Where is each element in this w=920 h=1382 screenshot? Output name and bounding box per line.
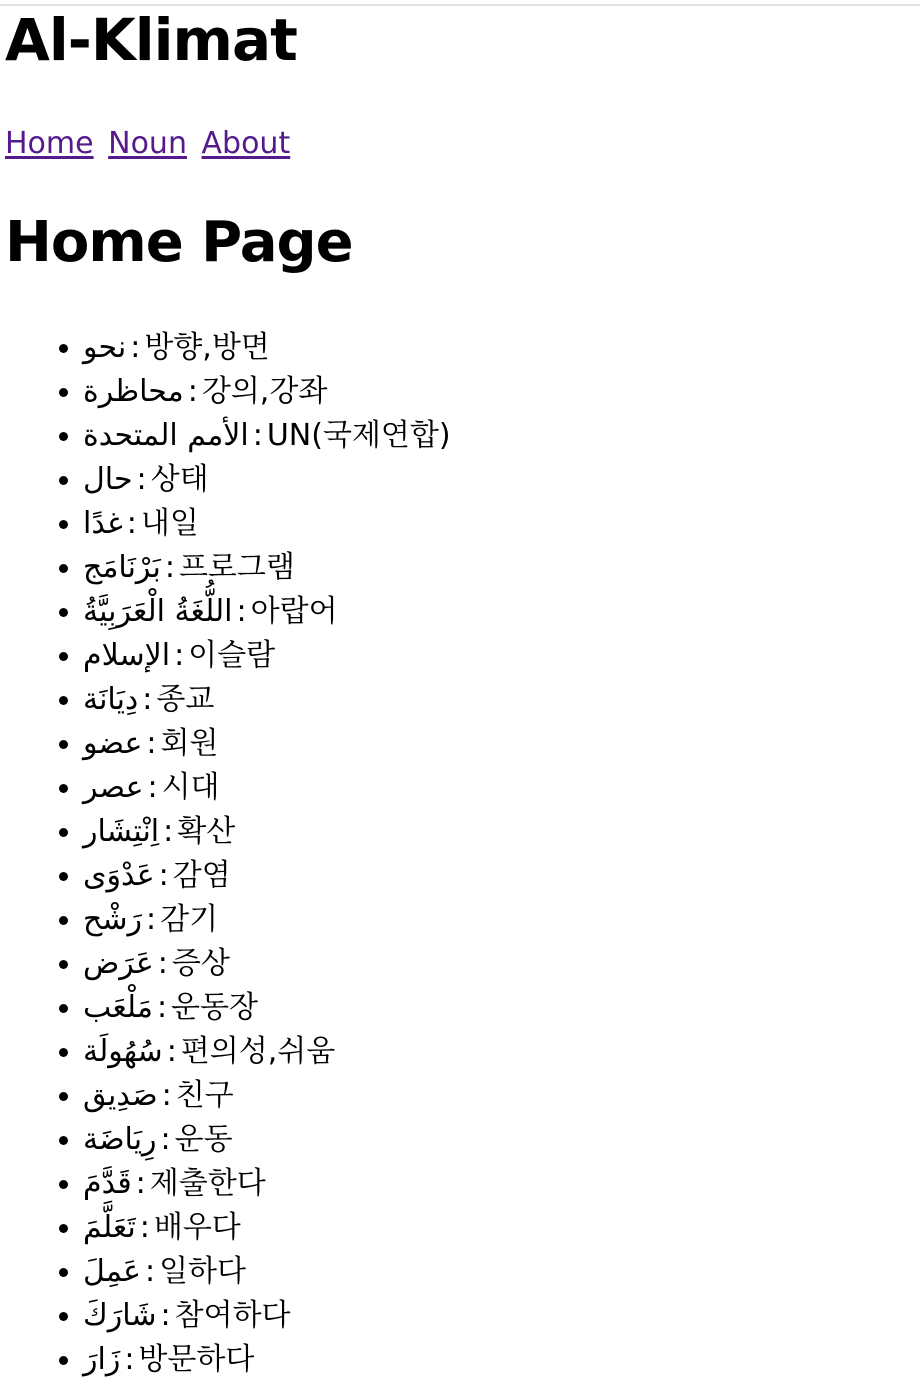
separator: : [252, 418, 263, 453]
korean-meaning: 운동장 [171, 990, 258, 1025]
separator: : [157, 946, 168, 981]
separator: : [130, 330, 141, 365]
arabic-word: عَمِلَ [83, 1254, 141, 1289]
vocab-item [83, 414, 451, 458]
korean-meaning: 방향,방면 [144, 330, 270, 365]
vocab-item [83, 1250, 451, 1294]
vocab-item [83, 1162, 451, 1206]
korean-meaning: 감기 [160, 902, 219, 937]
arabic-word: قَدَّمَ [83, 1166, 132, 1201]
separator: : [135, 1166, 146, 1201]
arabic-word: تَعَلَّمَ [83, 1210, 136, 1245]
vocab-item [83, 722, 451, 766]
vocab-item [83, 810, 451, 854]
arabic-word: نحو [83, 330, 127, 365]
arabic-word: الأمم المتحدة [83, 418, 249, 453]
korean-meaning: 확산 [177, 814, 236, 849]
nav-link-about[interactable]: About [201, 126, 291, 161]
korean-meaning: 일하다 [159, 1254, 247, 1289]
korean-meaning: 방문하다 [138, 1342, 255, 1377]
separator: : [156, 990, 168, 1025]
arabic-word: عَدْوَى [83, 858, 155, 893]
separator: : [139, 1210, 150, 1245]
korean-meaning: 운동 [174, 1122, 233, 1157]
korean-meaning: 이슬람 [188, 638, 276, 673]
vocab-item [83, 854, 451, 898]
korean-meaning: 종교 [156, 682, 215, 717]
arabic-word: دِيَانَة [83, 682, 139, 717]
vocab-item [83, 1338, 451, 1382]
korean-meaning: UN(국제연합) [266, 418, 451, 453]
korean-meaning: 제출한다 [149, 1166, 266, 1201]
korean-meaning: 편의성,쉬움 [180, 1034, 336, 1069]
arabic-word: اِنْتِشَار [83, 814, 160, 849]
separator: : [164, 550, 175, 585]
separator: : [142, 682, 153, 717]
korean-meaning: 프로그램 [178, 550, 295, 585]
nav-link-noun[interactable]: Noun [108, 126, 187, 161]
separator: : [136, 462, 147, 497]
vocab-item [83, 458, 451, 502]
korean-meaning: 상태 [150, 462, 209, 497]
page-heading: Home Page [5, 210, 353, 275]
separator: : [147, 770, 158, 805]
korean-meaning: 아랍어 [250, 594, 338, 629]
vocab-item [83, 766, 451, 810]
arabic-word: شَارَكَ [83, 1298, 157, 1333]
separator: : [166, 1034, 177, 1069]
separator: : [124, 1342, 135, 1377]
separator: : [146, 902, 157, 937]
arabic-word: صَدِيق [83, 1078, 158, 1113]
separator: : [146, 726, 157, 761]
arabic-word: بَرْنَامَج [83, 550, 161, 585]
arabic-word: رِيَاضَة [83, 1122, 157, 1157]
separator: : [144, 1254, 156, 1289]
separator: : [160, 1298, 171, 1333]
separator: : [236, 594, 247, 629]
arabic-word: اللُّغَةُ الْعَرَبِيَّةُ [83, 594, 233, 629]
site-title: Al-Klimat [5, 6, 297, 74]
separator: : [163, 814, 174, 849]
arabic-word: حال [83, 462, 133, 497]
separator: : [161, 1078, 172, 1113]
separator: : [174, 638, 185, 673]
vocab-item [83, 326, 451, 370]
vocab-item [83, 986, 451, 1030]
vocab-item [83, 370, 451, 414]
nav-link-home[interactable]: Home [5, 126, 94, 161]
arabic-word: الإسلام [83, 638, 171, 673]
arabic-word: غدًا [83, 506, 123, 541]
vocab-item [83, 898, 451, 942]
vocab-item [83, 1118, 451, 1162]
vocab-item [83, 1206, 451, 1250]
vocab-item [83, 1074, 451, 1118]
arabic-word: رَشْح [83, 902, 142, 937]
korean-meaning: 친구 [175, 1078, 234, 1113]
arabic-word: عضو [83, 726, 143, 761]
arabic-word: عَرَض [83, 946, 154, 981]
vocab-item [83, 546, 451, 590]
korean-meaning: 배우다 [153, 1210, 241, 1245]
arabic-word: زَارَ [83, 1342, 121, 1377]
korean-meaning: 참여하다 [174, 1298, 291, 1333]
vocab-item [83, 1294, 451, 1338]
arabic-word: عصر [83, 770, 144, 805]
vocab-item [83, 942, 451, 986]
vocabulary-list [5, 326, 451, 1382]
vocab-item [83, 590, 451, 634]
separator: : [160, 1122, 171, 1157]
vocab-item [83, 502, 451, 546]
korean-meaning: 강의,강좌 [201, 374, 328, 409]
korean-meaning: 내일 [140, 506, 199, 541]
separator: : [158, 858, 169, 893]
arabic-word: سُهُولَة [83, 1034, 163, 1069]
korean-meaning: 증상 [171, 946, 230, 981]
main-nav [5, 124, 295, 164]
separator: : [187, 374, 198, 409]
arabic-word: مَلْعَب [83, 990, 153, 1025]
vocab-item [83, 634, 451, 678]
korean-meaning: 감염 [172, 858, 231, 893]
arabic-word: محاظرة [83, 374, 184, 409]
korean-meaning: 회원 [160, 726, 219, 761]
separator: : [126, 506, 137, 541]
vocab-item [83, 1030, 451, 1074]
vocab-item [83, 678, 451, 722]
korean-meaning: 시대 [161, 770, 220, 805]
